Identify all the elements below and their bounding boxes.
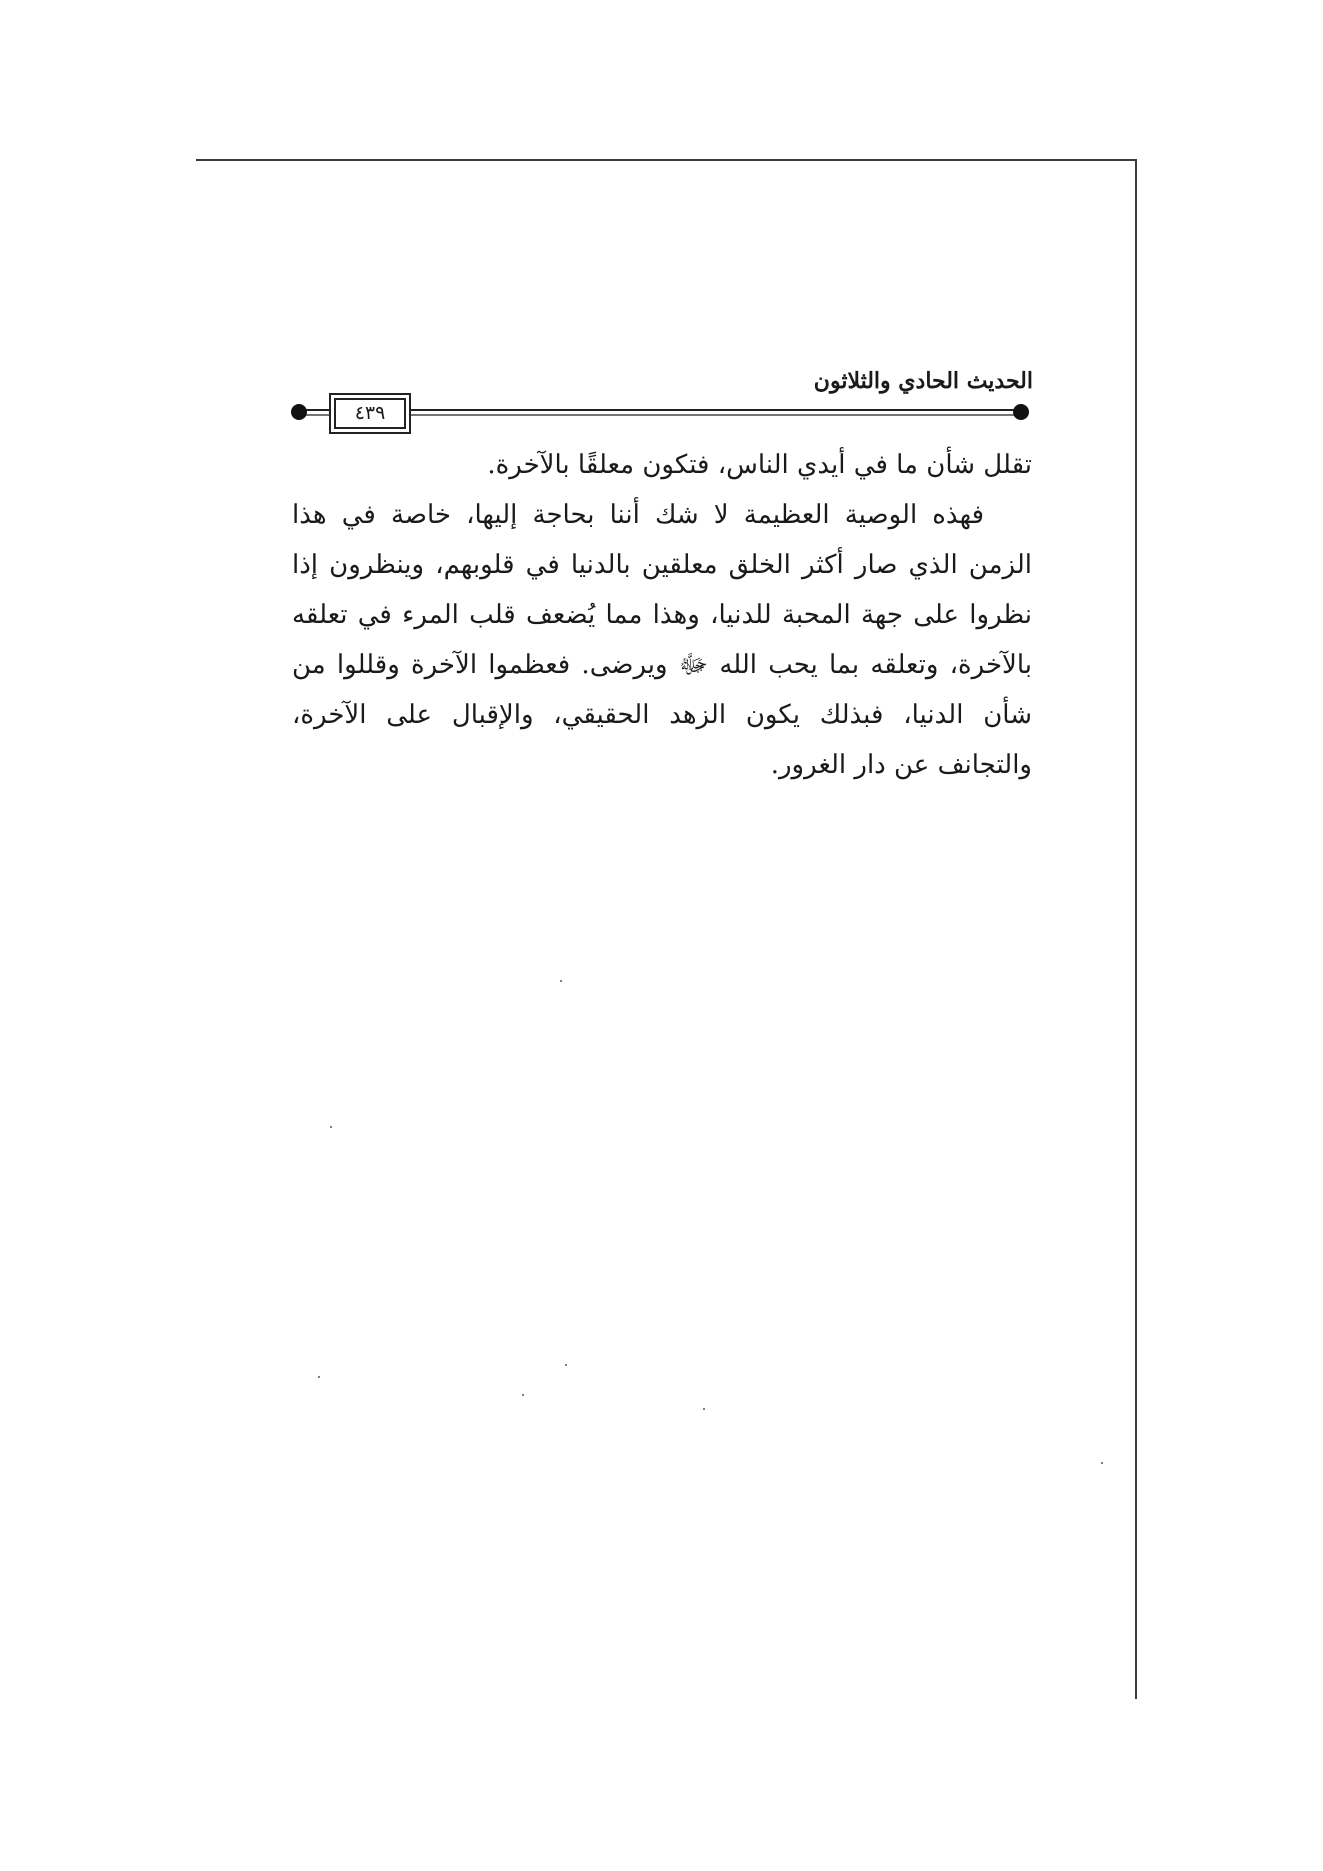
scan-speck	[565, 1364, 567, 1366]
paragraph-2: فهذه الوصية العظيمة لا شك أننا بحاجة إليها، خاصة في هذا الزمن الذي صار أكثر الخلق معلقين بالدنيا في قلوبهم، وينظرون إذا نظروا على جهة المحبة للدنيا، وهذا مما يُضعف قلب المرء في تعلقه بالآخرة، وتعلقه بما يحب الله ﷻ ويرضى. فعظموا الآخرة وقللوا من شأن الدنيا، فبذلك يكون الزهد الحقيقي، والإقبال على الآخرة، والتجانف عن دار الغرور.	[292, 500, 1032, 780]
scan-border-right	[1135, 159, 1137, 1699]
rule-end-dot-right	[1013, 404, 1029, 420]
scan-speck	[560, 980, 562, 982]
scan-speck	[703, 1408, 705, 1410]
scan-speck	[318, 1376, 320, 1378]
scan-border-top	[196, 159, 1136, 161]
scan-speck	[330, 1126, 332, 1128]
running-header-title: الحديث الحادي والثلاثون	[813, 368, 1033, 394]
paragraph-1: تقلل شأن ما في أيدي الناس، فتكون معلقًا بالآخرة.	[487, 450, 1032, 480]
page-number: ٤٣٩	[334, 398, 406, 429]
body-text	[292, 440, 1032, 790]
rule-end-dot-left	[291, 404, 307, 420]
scan-speck	[1101, 1462, 1103, 1464]
scan-speck	[522, 1394, 524, 1396]
